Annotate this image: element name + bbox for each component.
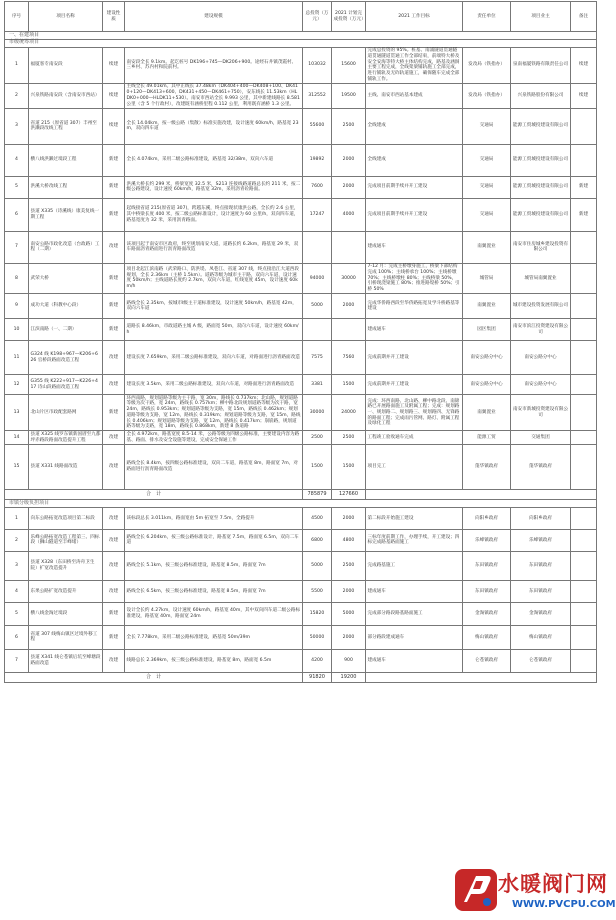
cell-duty: 交通局: [463, 176, 511, 198]
cell-name: 省道 215（原省道 307）丰州至洪濑段改线工程: [29, 108, 103, 144]
cell-nature: 续建: [103, 47, 125, 83]
total-plan: 127660: [332, 489, 366, 499]
subsection-title: 市级统筹项目: [5, 39, 597, 47]
cell-plan: 15600: [332, 47, 366, 83]
cell-total: 30000: [303, 395, 332, 431]
cell-name: 成功大道（科教中心段）: [29, 294, 103, 319]
cell-goal: 完成前期并开工建设: [366, 341, 463, 375]
cell-duty: 园区集团: [463, 319, 511, 341]
cell-note: [571, 231, 597, 263]
col-header: 项目名称: [29, 2, 103, 32]
cell-name: 县道 X328（东田桥至涛舟卫生院）扩宽改造提升: [29, 551, 103, 580]
section-row: [5, 32, 597, 40]
cell-scale: 路线全长 6.5km，按三级公路标准建设，路基宽 8.5m，路面宽 7m: [125, 580, 303, 602]
cell-owner: 南安公路分中心: [511, 341, 571, 375]
cell-name: 东果公路扩宽改造提升: [29, 580, 103, 602]
cell-note: [571, 341, 597, 375]
table-row: [5, 602, 597, 625]
subsection-row: [5, 39, 597, 47]
cell-no: 15: [5, 444, 29, 489]
cell-name: G324 线 K198+967—K206+626 官桥段路面改造工程: [29, 341, 103, 375]
total-label: 合 计: [5, 489, 303, 499]
cell-name: 福厦客专南安段: [29, 47, 103, 83]
cell-scale: 洪溪大桥长约 299 米，桥梁宽度 32.5 米，S213 连接线路道路总长约 211 米，按二级公路建设，设计速度 60km/h，路基宽 32m，采用沥青砼路面。: [125, 176, 303, 198]
cell-name: 县道 X325 线罗东镇新国厝至九都坪赤路段路面改造提升工程: [29, 431, 103, 444]
cell-owner: 南安市新城投资建设有限公司: [511, 395, 571, 431]
cell-owner: 交通集团: [511, 431, 571, 444]
cell-owner: 金淘镇政府: [511, 602, 571, 625]
cell-owner: 南安市住房城乡建设投资有限公司: [511, 231, 571, 263]
cell-scale: 全长 4.074km，采用二级公路标准建设，路基宽 32/38m，双向六车道: [125, 144, 303, 176]
cell-no: 13: [5, 395, 29, 431]
cell-no: 6: [5, 198, 29, 231]
cell-no: 10: [5, 319, 29, 341]
table-row: [5, 529, 597, 551]
cell-plan: 2000: [332, 625, 366, 649]
cell-name: 横八线金淘过境段: [29, 602, 103, 625]
cell-owner: 乐峰镇政府: [511, 529, 571, 551]
table-row: [5, 444, 597, 489]
col-header: 项目业主: [511, 2, 571, 32]
cell-note: [571, 444, 597, 489]
cell-duty: 城管局: [463, 263, 511, 294]
cell-note: [571, 294, 597, 319]
cell-owner: 泉南福厦铁路有限责任公司: [511, 47, 571, 83]
table-row: [5, 625, 597, 649]
total-plan: 19200: [332, 672, 366, 682]
cell-scale: 全长 7.778km，采用二级公路标准建设，路基宽 50m/39m: [125, 625, 303, 649]
table-row: [5, 319, 597, 341]
cell-goal: 7-12 月：完成主桥墩身施工，桥梁下部结构完成 100%；主线桥承台 100%；主线桥墩 70%；主线桥墩柱 80%；主线桥梁 50%，引桥现浇梁施工 80%；推进路堤桥 50%；引桥 50%: [366, 263, 463, 294]
table-header-row: [5, 2, 597, 32]
cell-nature: 改建: [103, 431, 125, 444]
cell-plan: 7560: [332, 341, 366, 375]
cell-goal: 建成通车: [366, 231, 463, 263]
cell-nature: 改建: [103, 375, 125, 395]
cell-scale: 项目北起江滨南路（武荣路口、防洪堤、凤巷江、省道 307 线，终点接沿江大道西段规划，全长 2.36km（主桥 1.5km）。道路等级为城市主干路，双向六车道，设计速度 50km/h；主线道路长度约 2.7km，双向六车道，红线宽度 45m，设计速度 60km/h: [125, 263, 303, 294]
cell-plan: 24000: [332, 395, 366, 431]
cell-duty: 东田镇政府: [463, 551, 511, 580]
cell-goal: 完成项目前期手续并开工建设: [366, 198, 463, 231]
cell-no: 3: [5, 551, 29, 580]
cell-no: 2: [5, 529, 29, 551]
cell-scale: 路线全长 8.4km，按四级公路标准建设，双向二车道，路基宽 8m，路面宽 7m，对路面进行沥青路面改造: [125, 444, 303, 489]
cell-no: 5: [5, 602, 29, 625]
cell-name: 县道 X341 线仑苍镇后坑至峰塘段路面改造: [29, 649, 103, 672]
cell-plan: 2000: [332, 507, 366, 529]
cell-plan: 30000: [332, 263, 366, 294]
cell-plan: [332, 231, 366, 263]
cell-nature: 改建: [103, 444, 125, 489]
cell-total: 4500: [303, 507, 332, 529]
cell-name: 省道 307 线梅山镇区过境外移工程: [29, 625, 103, 649]
cell-total: 7600: [303, 176, 332, 198]
total-empty: [366, 489, 597, 499]
cell-total: 5500: [303, 580, 332, 602]
cell-no: 5: [5, 176, 29, 198]
col-header: 总投资（万元）: [303, 2, 332, 32]
cell-plan: 2500: [332, 431, 366, 444]
table-row: [5, 176, 597, 198]
table-row: [5, 649, 597, 672]
cell-no: 3: [5, 108, 29, 144]
cell-owner: 梅山镇政府: [511, 625, 571, 649]
cell-total: 2500: [303, 431, 332, 444]
col-header: 2021 计划完成投资（万元）: [332, 2, 366, 32]
cell-goal: 全线建成: [366, 144, 463, 176]
cell-duty: 南翼置业: [463, 294, 511, 319]
cell-duty: 仑苍镇政府: [463, 649, 511, 672]
cell-owner: 城管局南翼置业: [511, 263, 571, 294]
cell-scale: 设计全长约 4.27km，设计速度 60km/h，路基宽 40m，其中双向四车道二级公路标准建设，路基宽 40m，路面宽 24m: [125, 602, 303, 625]
watermark: [454, 866, 616, 916]
table-row: [5, 507, 597, 529]
cell-no: 9: [5, 294, 29, 319]
cell-note: 新建: [571, 176, 597, 198]
cell-goal: 建成通车: [366, 319, 463, 341]
cell-plan: 2000: [332, 294, 366, 319]
cell-plan: 1500: [332, 375, 366, 395]
cell-note: [571, 431, 597, 444]
cell-name: 横八线洪濑过境段工程: [29, 144, 103, 176]
cell-total: [303, 319, 332, 341]
cell-scale: 线路总长 2.369km，按三级公路标准建设，路基宽 8m，路面宽 6.5m: [125, 649, 303, 672]
cell-scale: 路线全长 2.35km，按城市Ⅰ级主干道标准建设，设计速度 50km/h，路基宽 42m，双向六车道: [125, 294, 303, 319]
cell-nature: 新建: [103, 263, 125, 294]
cell-duty: 发改局（铁指办）: [463, 83, 511, 108]
total-row: [5, 672, 597, 682]
cell-owner: 能源工贸城投建设有限公司: [511, 176, 571, 198]
col-header: 责任单位: [463, 2, 511, 32]
cell-nature: 新建: [103, 294, 125, 319]
cell-total: 3381: [303, 375, 332, 395]
project-table: [4, 1, 597, 683]
cell-goal: 全线建成: [366, 108, 463, 144]
cell-scale: 路线全长 5.1km，按三级公路标准建设，路基宽 8.5m，路面宽 7m: [125, 551, 303, 580]
cell-name: 乐峰公路拓宽改造工程第三、四标段（狮山隧道至丰峰堵）: [29, 529, 103, 551]
cell-nature: 改建: [103, 649, 125, 672]
cell-note: 续建: [571, 83, 597, 108]
cell-owner: 能源工贸城投建设有限公司: [511, 144, 571, 176]
cell-name: G355 线 K222+917—K226+417 诗山段路面改造工程: [29, 375, 103, 395]
cell-duty: 南翼置业: [463, 231, 511, 263]
cell-total: 4200: [303, 649, 332, 672]
cell-duty: 向阳乡政府: [463, 507, 511, 529]
cell-plan: 2500: [332, 108, 366, 144]
cell-scale: 全长 14.04km，按一级公路（集散）标准实施改建，设计速度 60km/h，路基宽 23m，双向四车道: [125, 108, 303, 144]
cell-duty: 乐峰镇政府: [463, 529, 511, 551]
cell-total: 19892: [303, 144, 332, 176]
table-row: [5, 341, 597, 375]
cell-note: [571, 319, 597, 341]
cell-goal: 完成前期并开工建设: [366, 375, 463, 395]
cell-duty: 金淘镇政府: [463, 602, 511, 625]
table-row: [5, 375, 597, 395]
cell-plan: 19500: [332, 83, 366, 108]
cell-goal: 工程竣工验收通车完成: [366, 431, 463, 444]
cell-duty: 能源工贸: [463, 431, 511, 444]
total-investment: 785879: [303, 489, 332, 499]
cell-owner: 能源工贸城投建设有限公司: [511, 198, 571, 231]
cell-plan: 2000: [332, 580, 366, 602]
total-investment: 91820: [303, 672, 332, 682]
table-row: [5, 198, 597, 231]
cell-duty: 南翼置业: [463, 395, 511, 431]
cell-duty: 南安公路分中心: [463, 375, 511, 395]
cell-nature: 新建: [103, 602, 125, 625]
cell-nature: 新建: [103, 144, 125, 176]
cell-scale: 该项目起于南安市区政府，终至规划南安大道，道路长约 6.2km，路基宽 29 米，双车路面沥青路面进行沥青路面改造: [125, 231, 303, 263]
cell-total: 1500: [303, 444, 332, 489]
cell-name: 武荣大桥: [29, 263, 103, 294]
cell-note: [571, 507, 597, 529]
cell-name: 兴泉铁路南安段（含南安市西站）: [29, 83, 103, 108]
cell-note: [571, 649, 597, 672]
cell-total: 17247: [303, 198, 332, 231]
cell-goal: 部分路段建成通车: [366, 625, 463, 649]
cell-total: 50000: [303, 625, 332, 649]
cell-note: [571, 580, 597, 602]
cell-nature: 改建: [103, 580, 125, 602]
cell-plan: [332, 319, 366, 341]
cell-note: [571, 551, 597, 580]
cell-duty: 梅山镇政府: [463, 625, 511, 649]
cell-no: 8: [5, 263, 29, 294]
cell-goal: 完成总投资的 95%。桩基、南浦隧道贯通隧道贯通隧道贯通工作全部结束，前端特大桥及安全安海等特大桥主体结构完成，路基及涵洞主要工程完成，全线架梁铺轨施工全部完成，进行铺轨及无砟轨道施工，确保随车完成全部铺轨工作。: [366, 47, 463, 83]
table-row: [5, 395, 597, 431]
col-header: 2021 工作目标: [366, 2, 463, 32]
table-row: [5, 83, 597, 108]
watermark-url[interactable]: WWW.PVCPU.COM: [512, 899, 616, 910]
table-row: [5, 144, 597, 176]
cell-no: 14: [5, 431, 29, 444]
col-header: 备注: [571, 2, 597, 32]
col-header: 序号: [5, 2, 29, 32]
table-row: [5, 551, 597, 580]
cell-owner: 能源工贸城投建设有限公司: [511, 108, 571, 144]
cell-no: 1: [5, 47, 29, 83]
cell-owner: 南安市滨江投资建设有限公司: [511, 319, 571, 341]
cell-nature: 续建: [103, 83, 125, 108]
cell-duty: 交通局: [463, 198, 511, 231]
cell-owner: 仑苍镇政府: [511, 649, 571, 672]
cell-nature: 改建: [103, 529, 125, 551]
subsection-title: 市镇分级负担项目: [5, 499, 597, 507]
cell-scale: 建设长度 3.5km，采用二级公路标准建设，双向六车道，对路面进行沥青路面改造: [125, 375, 303, 395]
cell-duty: 东田镇政府: [463, 580, 511, 602]
cell-goal: 主线、南安市西站基本建成: [366, 83, 463, 108]
cell-nature: 新建: [103, 319, 125, 341]
cell-scale: 主线全长 49.01km。其中正线长 37.48km（DK404+400—DK408+100、DK410+120—DK413+600、DK431+450—DK461+750），安东线长 11.53km（HLDK0+000—HLDK11+530）。南安市西站全长 9.993 公里，其中新建线路长 8.581 公里（含 5 个行政村），改建既有涵桥里程 0.112 公里，利用既有涵桥 1.3 公里。: [125, 83, 303, 108]
table-row: [5, 431, 597, 444]
cell-scale: 南安段全长 9.1km。起讫桩号 DK196+745—DK206+900。途经石井镇茂霞村、三乡村、苏内村和院前村。: [125, 47, 303, 83]
cell-plan: 2000: [332, 176, 366, 198]
cell-owner: 城市建设投资发展有限公司: [511, 294, 571, 319]
cell-no: 6: [5, 625, 29, 649]
cell-plan: 1500: [332, 444, 366, 489]
cell-scale: 道路长 8.46km，市政道路主城 A 级，路面宽 50m，双向六车道，设计速度 60km/h: [125, 319, 303, 341]
cell-note: [571, 529, 597, 551]
table-row: [5, 263, 597, 294]
cell-goal: 完成部分路段路基路面施工: [366, 602, 463, 625]
cell-plan: 2000: [332, 144, 366, 176]
cell-no: 4: [5, 144, 29, 176]
cell-no: 7: [5, 231, 29, 263]
cell-nature: 新建: [103, 176, 125, 198]
cell-scale: 起线接省道 215(原省道 307)，跨越东溪，终点接现状康洪公路，全长约 2.6 公里，其中桥梁长度 400 米，按二级公路标准设计，设计速度为 60 公里/h，双向四车道，路基宽度为 32 米，采用沥青路面。: [125, 198, 303, 231]
cell-no: 11: [5, 341, 29, 375]
pvcpu-logo-icon: [454, 868, 498, 912]
cell-total: 7575: [303, 341, 332, 375]
cell-nature: 改建: [103, 341, 125, 375]
cell-scale: 建设长度 7.659km，采用二级公路标准建设，双向六车道，对路面进行沥青路面改造: [125, 341, 303, 375]
cell-name: 江滨南路（一、二期）: [29, 319, 103, 341]
cell-name: 洪溪大桥改线工程: [29, 176, 103, 198]
cell-no: 2: [5, 83, 29, 108]
cell-duty: 发改局（铁指办）: [463, 47, 511, 83]
cell-nature: 续建: [103, 108, 125, 144]
cell-plan: 4800: [332, 529, 366, 551]
cell-total: 312552: [303, 83, 332, 108]
cell-note: [571, 375, 597, 395]
col-header: 建设规模: [125, 2, 303, 32]
cell-duty: 蓬华镇政府: [463, 444, 511, 489]
cell-name: 南安公路市政化改造（台政路）工程（二期）: [29, 231, 103, 263]
total-row: [5, 489, 597, 499]
cell-plan: 5000: [332, 602, 366, 625]
cell-note: [571, 108, 597, 144]
cell-note: [571, 625, 597, 649]
cell-note: [571, 144, 597, 176]
cell-total: 6800: [303, 529, 332, 551]
cell-total: [303, 231, 332, 263]
table-row: [5, 580, 597, 602]
cell-name: 向东公路拓宽改造项目第二标段: [29, 507, 103, 529]
cell-note: [571, 395, 597, 431]
cell-owner: 向阳乡政府: [511, 507, 571, 529]
cell-total: 55600: [303, 108, 332, 144]
table-row: [5, 294, 597, 319]
cell-owner: 蓬华镇政府: [511, 444, 571, 489]
cell-no: 7: [5, 649, 29, 672]
cell-owner: 东田镇政府: [511, 551, 571, 580]
table-row: [5, 231, 597, 263]
cell-nature: 改建: [103, 507, 125, 529]
cell-total: 15820: [303, 602, 332, 625]
cell-name: 北山片区市政配套路网: [29, 395, 103, 431]
watermark-title: 水暖阀门网: [498, 872, 608, 896]
cell-note: 续建: [571, 47, 597, 83]
cell-note: [571, 602, 597, 625]
cell-goal: 第二标段开始施工建设: [366, 507, 463, 529]
cell-nature: 改建: [103, 231, 125, 263]
total-label: 合 计: [5, 672, 303, 682]
cell-no: 4: [5, 580, 29, 602]
cell-nature: 新建: [103, 198, 125, 231]
cell-goal: 建成通车: [366, 580, 463, 602]
cell-total: 103032: [303, 47, 332, 83]
cell-duty: 交通局: [463, 108, 511, 144]
col-header: 建设性质: [103, 2, 125, 32]
cell-total: 94000: [303, 263, 332, 294]
cell-scale: 全长 4.972km，路基宽度 8.5-14 米，公路等级为四级公路标准，主要建设内容为路基、路面、排水及安全设施等建设，完成安全保通工作: [125, 431, 303, 444]
cell-goal: 项目完工: [366, 444, 463, 489]
cell-note: [571, 263, 597, 294]
cell-scale: 该标段总长 3.011km，路面宽由 5m 拓宽至 7.5m，全路提升: [125, 507, 303, 529]
table-row: [5, 47, 597, 83]
table-row: [5, 108, 597, 144]
cell-scale: 路线全长 6.204km，按三级公路标准设计，路基宽 7.5m，路面宽 6.5m，双向二车道: [125, 529, 303, 551]
cell-total: 5000: [303, 294, 332, 319]
cell-goal: 三标年度前期工作，办理手续，开工建设；四标完成路基路面施工: [366, 529, 463, 551]
cell-name: 县道 X335（诗溪线）康美复线一期工程: [29, 198, 103, 231]
cell-goal: 完成：环西南路、北山路、柳中路北段、南锦路已开展路面施工及附属工程；完成：规划路一、规划路二、规划路三、规划路四、无锋路的路面工程；完成雨污管网、路灯、附属工程及绿化工程: [366, 395, 463, 431]
cell-goal: 建成通车: [366, 649, 463, 672]
cell-plan: 900: [332, 649, 366, 672]
cell-duty: 交通局: [463, 144, 511, 176]
total-empty: [366, 672, 597, 682]
cell-owner: 东田镇政府: [511, 580, 571, 602]
cell-no: 1: [5, 507, 29, 529]
cell-owner: 南安公路分中心: [511, 375, 571, 395]
cell-plan: 4000: [332, 198, 366, 231]
subsection-row: [5, 499, 597, 507]
cell-goal: 完成项目前期手续并开工建设: [366, 176, 463, 198]
cell-goal: 完成路基施工: [366, 551, 463, 580]
cell-scale: 环西南路，规划道路等级为主干路，宽 30m，路线长 0.737km；北山路，规划道路等级为次干路，宽 24m，路线长 0.757km；柳中路北段规划道路等级为次干路，宽 24m，路线长 0.953km；规划道路等级为支路，宽 15m，路线长 0.462km；规划道路等级为支路，宽 12m，路线长 0.319km；规划道路等级为支路，宽 15m，路线长 0.406km；规划道路等级为支路，宽 12m，路线长 0.417km；崩崩路，规划道路等级为支路，宽 18m，路线长 0.868km，新建 8 条道路: [125, 395, 303, 431]
cell-total: 5000: [303, 551, 332, 580]
cell-nature: 新建: [103, 395, 125, 431]
cell-note: 新建: [571, 198, 597, 231]
cell-duty: 南安公路分中心: [463, 341, 511, 375]
section-title: 一、在建项目: [5, 32, 597, 40]
cell-name: 县道 X331 线路面改造: [29, 444, 103, 489]
cell-nature: 新建: [103, 625, 125, 649]
cell-plan: 2500: [332, 551, 366, 580]
cell-no: 12: [5, 375, 29, 395]
cell-nature: 改建: [103, 551, 125, 580]
cell-owner: 兴泉铁路股份有限公司: [511, 83, 571, 108]
cell-goal: 完成华侨路西段至华侨路拓宽及学斗桥路基等建设: [366, 294, 463, 319]
